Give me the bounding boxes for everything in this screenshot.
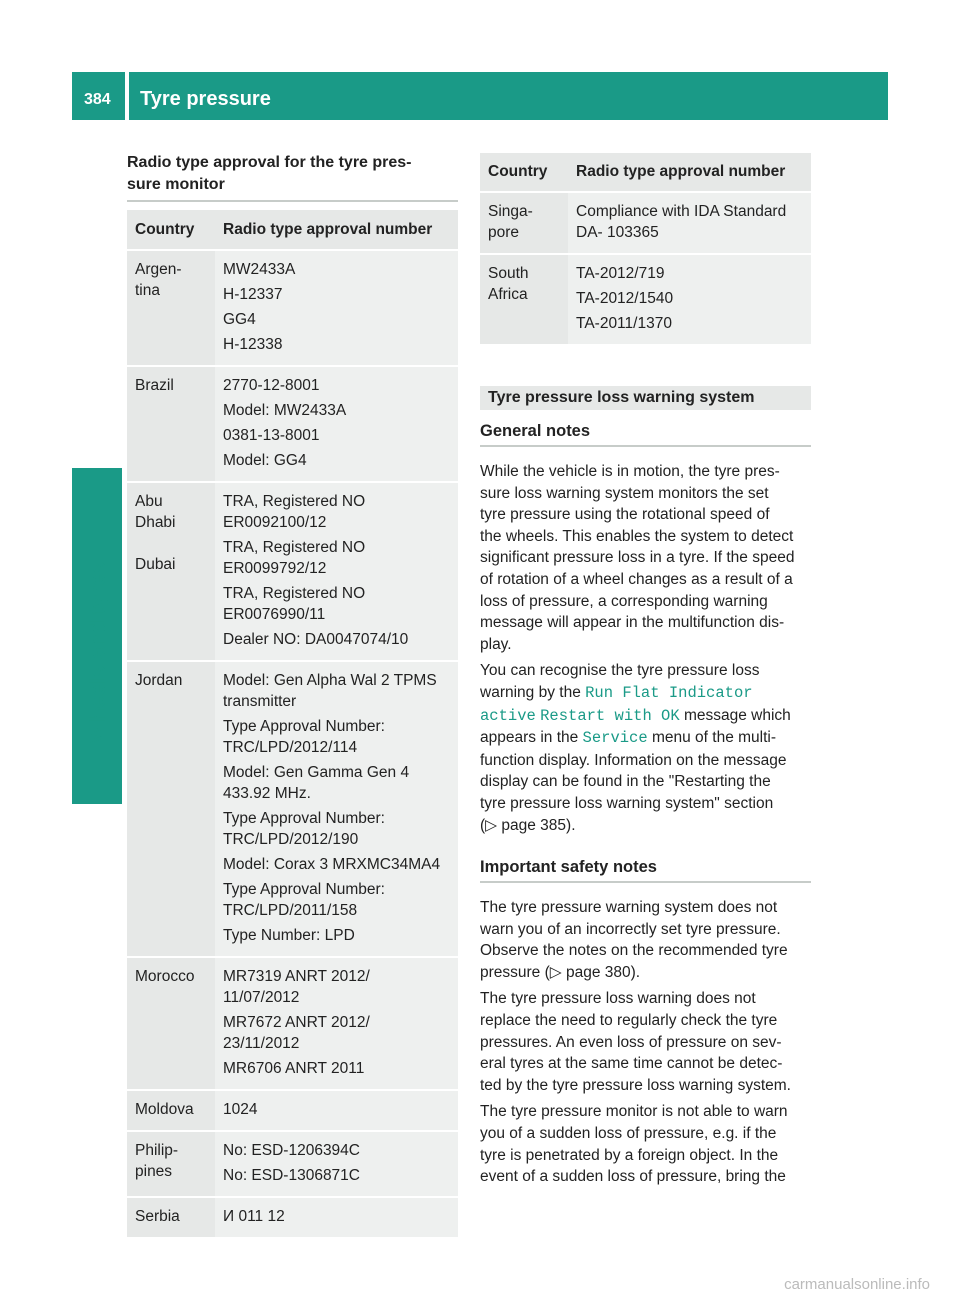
display-message-run-flat: Run Flat Indicator active <box>480 683 753 725</box>
table-row <box>127 367 458 483</box>
approval-value: MR7319 ANRT 2012/ 11/07/2012 <box>223 968 370 1006</box>
approval-value: Type Approval Number: TRC/LPD/2011/158 <box>223 881 385 919</box>
approval-cell <box>568 193 811 255</box>
country-cell: Moldova <box>127 1091 215 1132</box>
table-row <box>480 193 811 255</box>
country-cell: Philip- pines <box>127 1132 215 1198</box>
header-approval-number: Radio type approval number <box>215 210 458 251</box>
approval-value: Model: Gen Alpha Wal 2 TPMS transmitter <box>223 672 437 710</box>
display-message-restart: Restart with OK <box>540 706 680 725</box>
approval-cell <box>215 958 458 1091</box>
side-tab-label: Wheels and tyres <box>85 561 110 743</box>
general-notes-p1: While the vehicle is in motion, the tyre pres- sure loss warning system monitors the set tyre pressure using the rotational speed of the wheels. This enables the system to detect significant pressure loss in a tyre. If the speed of rotation of a wheel changes as a result of a loss of pressure, a corresponding warning message will appear in the multifunction dis- play. <box>480 463 795 653</box>
approval-value: Model: Gen Gamma Gen 4 433.92 MHz. <box>223 764 410 802</box>
approval-value: TRA, Registered NO ER0099792/12 <box>223 539 366 577</box>
approval-value: TRA, Registered NO ER0076990/11 <box>223 585 366 623</box>
approval-value: Type Number: LPD <box>223 927 355 944</box>
approval-value: Type Approval Number: TRC/LPD/2012/114 <box>223 718 385 756</box>
table-row <box>127 1132 458 1198</box>
approval-cell <box>215 251 458 367</box>
header-country: Country <box>127 210 215 251</box>
section-title: Tyre pressure <box>140 88 271 110</box>
approval-value: No: ESD-1206394C <box>223 1142 360 1159</box>
approval-value: TA-2012/1540 <box>576 290 674 307</box>
header-approval-number: Radio type approval number <box>568 153 811 193</box>
text-run: menu of the multi- function display. Information on the message display can be found in the "Restarting the tyre pressure loss warning system" section (▷ page 385). <box>480 729 787 834</box>
approval-value: No: ESD-1306871C <box>223 1167 360 1184</box>
table-header-row <box>480 153 811 193</box>
approval-value: Model: GG4 <box>223 452 307 469</box>
general-notes-title: General notes <box>480 410 811 447</box>
text-run: message which appears in the <box>480 706 791 747</box>
approval-value: Dealer NO: DA0047074/10 <box>223 631 409 648</box>
right-column <box>480 153 811 1193</box>
table-header-row <box>127 210 458 251</box>
approval-table-left <box>127 210 458 1239</box>
approval-title: Radio type approval for the tyre pres- sure monitor <box>127 152 458 202</box>
table-row <box>127 483 458 662</box>
country-cell: Morocco <box>127 958 215 1091</box>
approval-cell <box>215 483 458 662</box>
safety-notes-p1: The tyre pressure warning system does not warn you of an incorrectly set tyre pressure. Observe the notes on the recommended tyre pressure (▷ page 380). <box>480 899 788 981</box>
country-cell: Jordan <box>127 662 215 958</box>
approval-cell <box>215 367 458 483</box>
table-row <box>127 662 458 958</box>
table-row <box>127 1198 458 1239</box>
table-row <box>127 251 458 367</box>
watermark: carmanualsonline.info <box>784 1276 930 1293</box>
approval-cell <box>215 1198 458 1239</box>
approval-value: MR6706 ANRT 2011 <box>223 1060 365 1077</box>
approval-value: 2770-12-8001 <box>223 377 320 394</box>
safety-notes-p3: The tyre pressure monitor is not able to warn you of a sudden loss of pressure, e.g. if the tyre is penetrated by a foreign object. In the event of a sudden loss of pressure, bring the <box>480 1103 788 1186</box>
table-row <box>127 1091 458 1132</box>
header-divider <box>125 72 129 120</box>
approval-value: 1024 <box>223 1101 258 1118</box>
left-column <box>127 152 458 1239</box>
safety-notes-title: Important safety notes <box>480 846 811 883</box>
table-body-left <box>127 251 458 1239</box>
header-country: Country <box>480 153 568 193</box>
country-cell: Singa- pore <box>480 193 568 255</box>
country-cell: Brazil <box>127 367 215 483</box>
approval-value: Compliance with IDA Standard DA- 103365 <box>576 203 787 241</box>
approval-value: 0381-13-8001 <box>223 427 320 444</box>
general-notes-p2 <box>480 660 811 836</box>
approval-value: MR7672 ANRT 2012/ 23/11/2012 <box>223 1014 370 1052</box>
approval-value: H-12338 <box>223 336 283 353</box>
approval-table-right <box>480 153 811 346</box>
country-cell: Argen- tina <box>127 251 215 367</box>
approval-value: MW2433A <box>223 261 296 278</box>
tpl-band-title: Tyre pressure loss warning system <box>480 386 811 410</box>
table-body-right <box>480 193 811 346</box>
country-cell: South Africa <box>480 255 568 346</box>
approval-cell <box>215 1132 458 1198</box>
approval-value: И 011 12 <box>223 1208 285 1225</box>
approval-value: TA-2011/1370 <box>576 315 672 332</box>
table-row <box>480 255 811 346</box>
approval-value: Type Approval Number: TRC/LPD/2012/190 <box>223 810 385 848</box>
country-cell: Abu Dhabi Dubai <box>127 483 215 662</box>
approval-cell <box>215 662 458 958</box>
approval-cell <box>215 1091 458 1132</box>
approval-value: Model: Corax 3 MRXMC34MA4 <box>223 856 441 873</box>
table-row <box>127 958 458 1091</box>
approval-cell <box>568 255 811 346</box>
country-cell: Serbia <box>127 1198 215 1239</box>
approval-value: GG4 <box>223 311 256 328</box>
approval-value: Model: MW2433A <box>223 402 347 419</box>
approval-value: H-12337 <box>223 286 283 303</box>
display-menu-service: Service <box>582 729 648 748</box>
page-number: 384 <box>84 91 111 108</box>
text-run: You can recognise the tyre pressure loss warning by the <box>480 662 760 701</box>
safety-notes-p2: The tyre pressure loss warning does not replace the need to regularly check the tyre pressures. An even loss of pressure on sev- eral tyres at the same time cannot be detec- ted by the tyre pressure loss warning system. <box>480 990 791 1094</box>
approval-value: TA-2012/719 <box>576 265 665 282</box>
approval-value: TRA, Registered NO ER0092100/12 <box>223 493 366 531</box>
page-header <box>72 72 888 120</box>
